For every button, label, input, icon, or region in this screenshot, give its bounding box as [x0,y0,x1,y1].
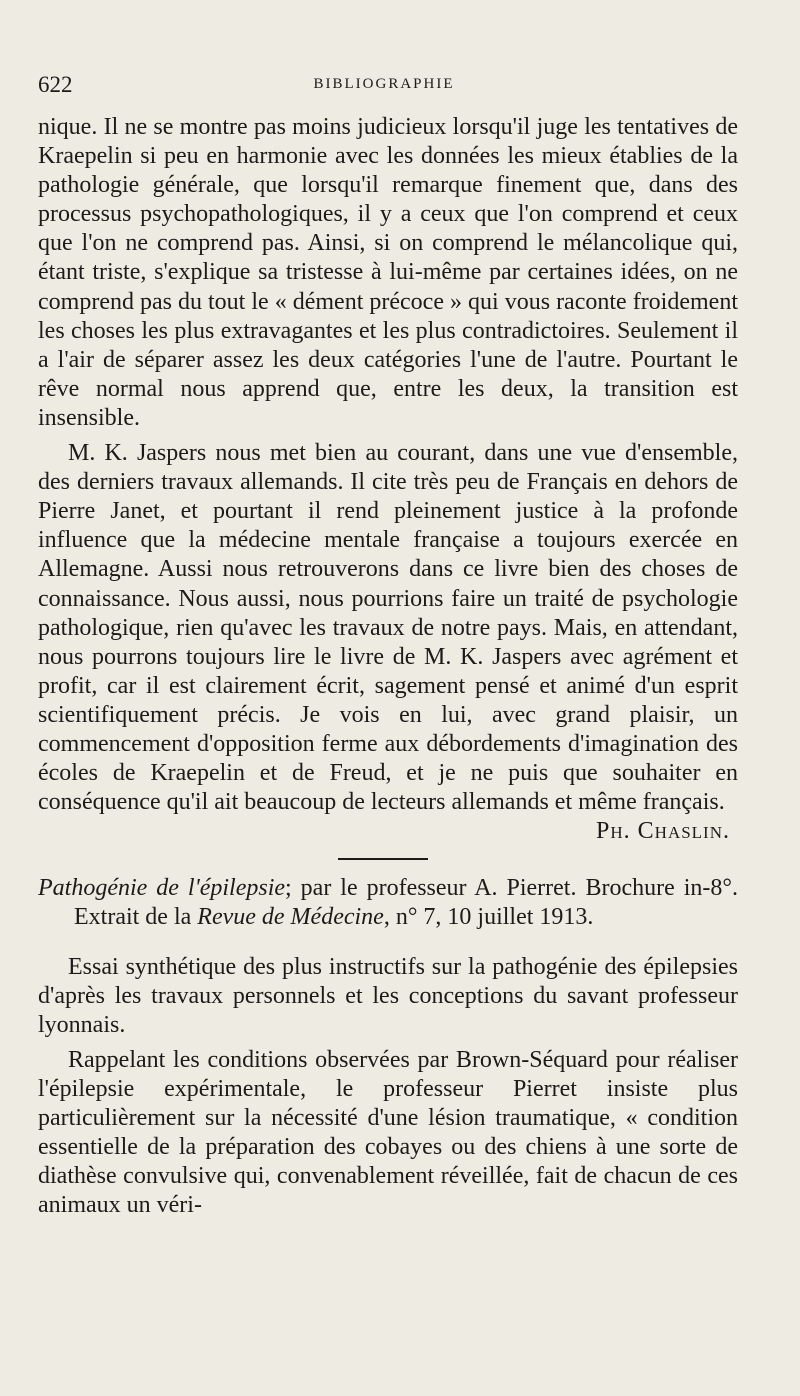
page-body [38,113,738,1220]
review-paragraph-jaspers: M. K. Jaspers nous met bien au courant, dans une vue d'ensemble, des derniers travaux allemands. Il cite très peu de Français en dehors de Pierre Janet, et pourtant il rend pleinement justice à la profonde influence que la médecine mentale française a toujours exercée en Allemagne. Aussi nous retrouverons dans ce livre bien des choses de connaissance. Nous aussi, nous pourrions faire un traité de psychologie pathologique, rien qu'avec les travaux de notre pays. Mais, en attendant, nous pourrons toujours lire le livre de M. K. Jaspers avec agrément et profit, car il est clairement écrit, sagement pensé et animé d'un esprit scientifiquement précis. Je vois en lui, avec grand plaisir, un commencement d'opposition ferme aux débordements d'imagination des écoles de Kraepelin et de Freud, et je ne puis que souhaiter en conséquence qu'il ait beaucoup de lecteurs allemands et même français. [38,440,738,816]
entry-details: ; par le professeur A. Pierret. Brochure in-8°. Extrait de la [74,875,738,931]
page-header [38,72,730,102]
page-number: 622 [38,72,73,97]
entry-title: Pathogénie de l'épilepsie [38,875,286,902]
review-paragraph-continued: nique. Il ne se montre pas moins judicieux lorsqu'il juge les tentatives de Kraepelin si peu en harmonie avec les données les mieux établies de la pathologie générale, que lorsqu'il remarque finement que, dans des processus psychopathologiques, il y a ceux que l'on comprend et ceux que l'on ne comprend pas. Ainsi, si on comprend le mélancolique qui, étant triste, s'explique sa tristesse à lui-même par certaines idées, on ne comprend pas du tout le « dément précoce » qui vous raconte froidement les choses les plus extravagantes et les plus contradictoires. Seulement il a l'air de séparer assez les deux catégories l'une de l'autre. Pourtant le rêve normal nous apprend que, entre les deux, la transition est insensible. [38,114,738,431]
entry-issue: , n° 7, 10 juillet 1913. [383,904,594,931]
entry-journal: Revue de Médecine [197,904,384,931]
summary-paragraph-intro: Essai synthétique des plus instructifs sur la pathogénie des épilepsies d'après les travaux personnels et les conceptions du savant professeur lyonnais. [38,953,738,1038]
bibliography-entry [38,874,738,932]
section-divider [338,858,428,860]
running-head: BIBLIOGRAPHIE [313,76,455,92]
reviewer-signature: Ph. Chaslin. [596,818,730,845]
summary-paragraph-brown-sequard: Rappelant les conditions observées par Brown-Séquard pour réaliser l'épilepsie expérimentale, le professeur Pierret insiste plus particulièrement sur la nécessité d'une lésion traumatique, « condition essentielle de la préparation des cobayes ou des chiens à une sorte de diathèse convulsive qui, convenablement réveillée, fait de chacun de ces animaux un véri- [38,1046,738,1219]
